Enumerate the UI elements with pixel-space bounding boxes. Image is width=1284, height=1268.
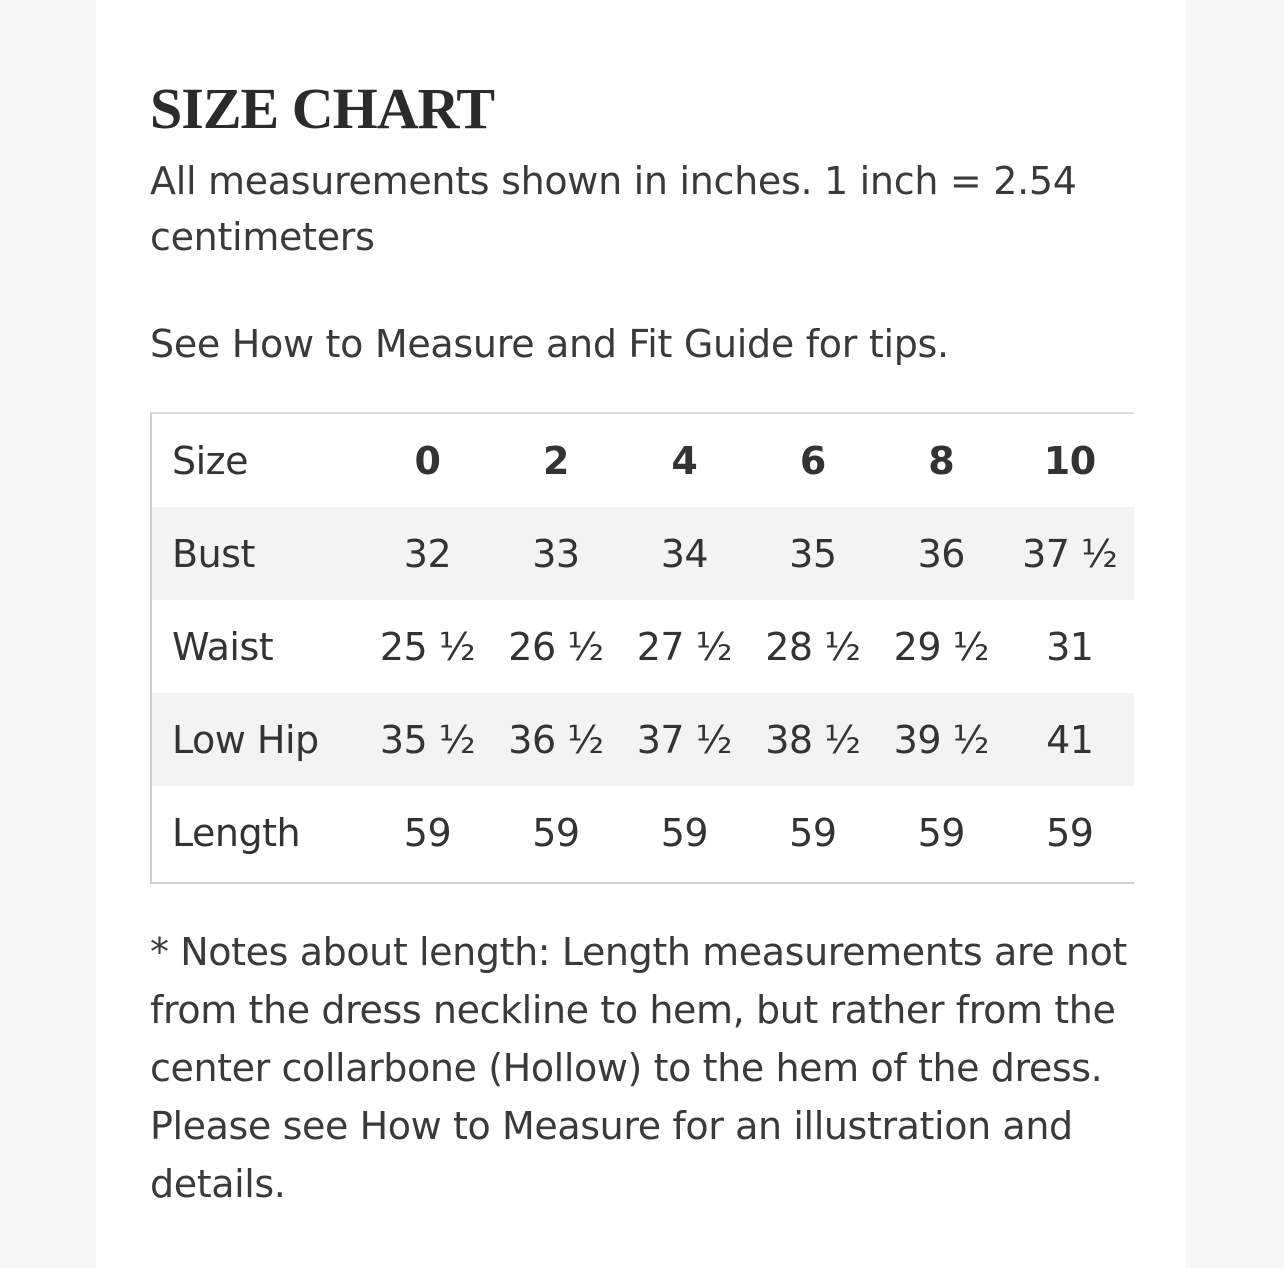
table-row-low-hip: [152, 693, 1134, 786]
size-header-cell: 2: [542, 438, 569, 483]
table-cell: 32: [403, 531, 452, 576]
row-label: Low Hip: [172, 717, 319, 762]
table-cell: 59: [660, 810, 709, 855]
table-row-bust: [152, 507, 1134, 600]
table-cell: 59: [403, 810, 452, 855]
table-cell: 26 ½: [508, 624, 604, 669]
table-cell: 37 ½: [636, 717, 732, 762]
table-header-row: [152, 414, 1134, 507]
table-cell: 36: [917, 531, 965, 576]
size-header-cell: 10: [1043, 438, 1096, 483]
size-table-container: [150, 412, 1134, 884]
table-cell: 36 ½: [508, 717, 604, 762]
size-header-cell: 0: [414, 438, 441, 483]
size-header-label: Size: [172, 438, 249, 483]
size-header-cell: 4: [671, 438, 698, 483]
table-cell: 59: [917, 810, 965, 855]
measurement-units-text: All measurements shown in inches. 1 inch = 2.54 centimeters: [150, 159, 1077, 259]
table-row-waist: [152, 600, 1134, 693]
size-header-cell: 8: [928, 438, 955, 483]
table-cell: 39 ½: [893, 717, 989, 762]
table-cell: 31: [1046, 624, 1094, 669]
page-title: SIZE CHART: [150, 76, 495, 141]
table-cell: 37 ½: [1022, 531, 1118, 576]
table-cell: 33: [532, 531, 580, 576]
length-notes-text: * Notes about length: Length measurements are not from the dress neckline to hem, but rather from the center collarbone (Hollow) to the hem of the dress. Please see How to Measure for an illustration and details.: [150, 930, 1127, 1206]
table-cell: 28 ½: [765, 624, 861, 669]
table-cell: 35: [789, 531, 837, 576]
size-header-cell: 6: [799, 438, 826, 483]
table-cell: 35 ½: [379, 717, 476, 762]
table-cell: 38 ½: [765, 717, 861, 762]
table-cell: 27 ½: [636, 624, 732, 669]
table-cell: 41: [1046, 717, 1094, 762]
row-label: Length: [172, 810, 301, 855]
table-cell: 34: [660, 531, 709, 576]
fit-guide-tip-text: See How to Measure and Fit Guide for tips.: [150, 322, 949, 366]
table-row-length: [152, 786, 1134, 879]
row-label: Bust: [172, 531, 255, 576]
table-cell: 25 ½: [379, 624, 476, 669]
table-cell: 59: [1046, 810, 1094, 855]
table-cell: 59: [789, 810, 837, 855]
size-table: [152, 414, 1134, 879]
table-cell: 59: [532, 810, 580, 855]
table-cell: 29 ½: [893, 624, 989, 669]
row-label: Waist: [172, 624, 274, 669]
